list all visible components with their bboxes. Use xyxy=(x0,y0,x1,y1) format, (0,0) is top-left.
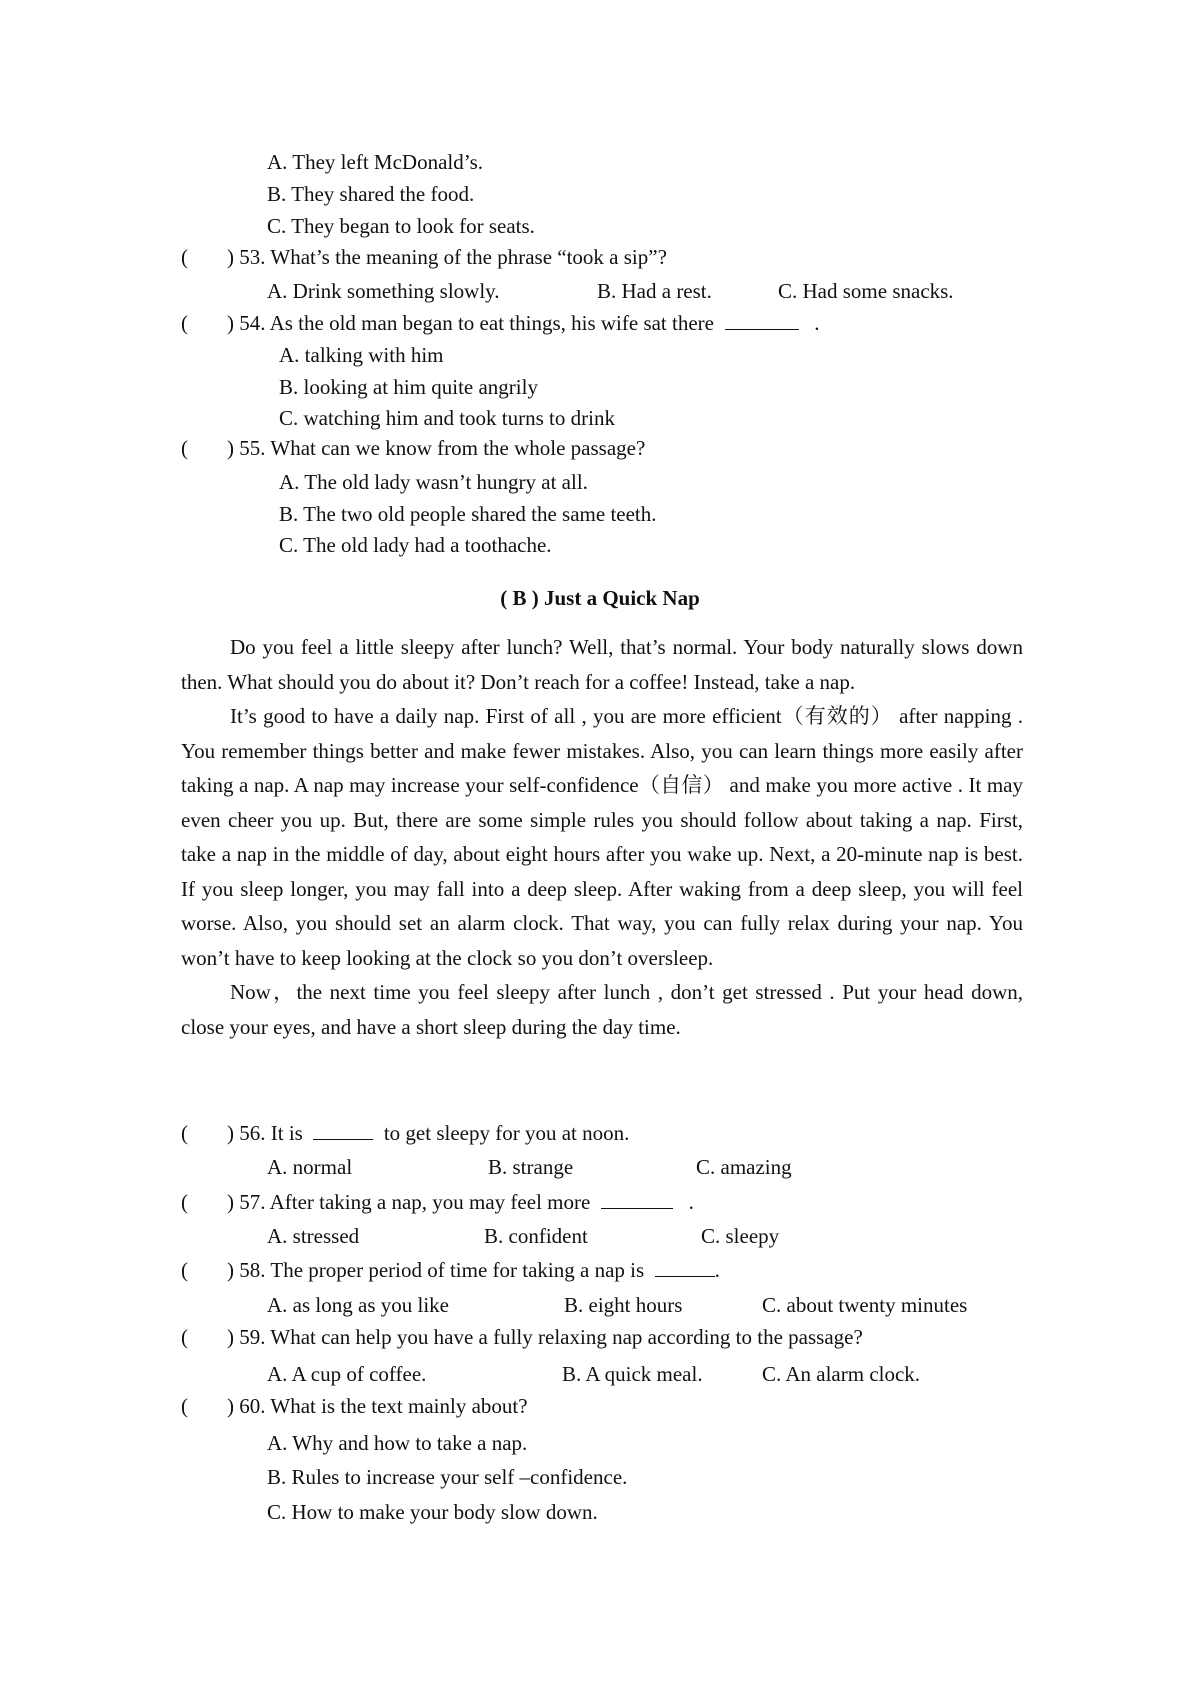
q56-option-c: C. amazing xyxy=(696,1155,792,1179)
q58-option-c: C. about twenty minutes xyxy=(762,1293,968,1317)
answer-paren-close: ) xyxy=(227,1325,234,1349)
answer-paren-close: ) xyxy=(227,245,234,269)
q54-option-b: B. looking at him quite angrily xyxy=(279,375,538,399)
q55-stem: 55. What can we know from the whole passage? xyxy=(239,436,646,460)
q56-stem-line xyxy=(181,1121,629,1144)
q53-option-c: C. Had some snacks. xyxy=(778,279,954,303)
q56-stem-end: to get sleepy for you at noon. xyxy=(383,1121,630,1145)
q57-option-b: B. confident xyxy=(484,1224,588,1248)
q60-option-a: A. Why and how to take a nap. xyxy=(267,1431,528,1455)
passage xyxy=(181,630,1023,1044)
q58-option-a: A. as long as you like xyxy=(267,1293,449,1317)
q55-option-c: C. The old lady had a toothache. xyxy=(279,533,552,557)
q57-stem: 57. After taking a nap, you may feel more xyxy=(239,1190,591,1214)
q52-option-c: C. They began to look for seats. xyxy=(267,214,535,238)
answer-blank xyxy=(655,1258,715,1277)
q52-option-a: A. They left McDonald’s. xyxy=(267,150,483,174)
answer-paren-open: ( xyxy=(181,245,188,269)
q60-option-b: B. Rules to increase your self –confidence. xyxy=(267,1465,628,1489)
q59-option-b: B. A quick meal. xyxy=(562,1362,703,1386)
q59-stem-line xyxy=(181,1327,863,1348)
q60-stem: 60. What is the text mainly about? xyxy=(239,1394,528,1418)
q59-option-c: C. An alarm clock. xyxy=(762,1362,921,1386)
q53-stem: 53. What’s the meaning of the phrase “took a sip”? xyxy=(239,245,667,269)
q55-option-a: A. The old lady wasn’t hungry at all. xyxy=(279,470,588,494)
answer-paren-close: ) xyxy=(227,436,234,460)
answer-paren-close: ) xyxy=(227,311,234,335)
q54-option-a: A. talking with him xyxy=(279,343,444,367)
q52-option-b: B. They shared the food. xyxy=(267,182,475,206)
q59-option-a: A. A cup of coffee. xyxy=(267,1362,427,1386)
passage-paragraph: Do you feel a little sleepy after lunch? Well, that’s normal. Your body naturally slows down then. What should you do about it? Don’t reach for a coffee! Instead, take a nap. xyxy=(181,635,1023,694)
q58-stem-line xyxy=(181,1258,720,1281)
q53-option-b: B. Had a rest. xyxy=(597,279,712,303)
q54-stem-line xyxy=(181,311,820,334)
q54-tail: . xyxy=(814,311,820,335)
q55-stem-line xyxy=(181,438,645,459)
q55-option-b: B. The two old people shared the same teeth. xyxy=(279,502,657,526)
q60-stem-line xyxy=(181,1396,528,1417)
q54-stem: 54. As the old man began to eat things, his wife sat there xyxy=(239,311,714,335)
answer-paren-close: ) xyxy=(227,1258,234,1282)
q57-option-a: A. stressed xyxy=(267,1224,360,1248)
q58-tail: . xyxy=(714,1258,720,1282)
q57-stem-line xyxy=(181,1190,694,1213)
q53-stem-line xyxy=(181,247,667,268)
q57-option-c: C. sleepy xyxy=(701,1224,780,1248)
answer-paren-open: ( xyxy=(181,311,188,335)
answer-paren-open: ( xyxy=(181,1394,188,1418)
q53-option-a: A. Drink something slowly. xyxy=(267,279,500,303)
section-title: ( B ) Just a Quick Nap xyxy=(500,586,700,610)
q54-option-c: C. watching him and took turns to drink xyxy=(279,406,615,430)
passage-paragraph: It’s good to have a daily nap. First of all , you are more efficient（有效的） after napping . You remember things better and make fewer mistakes. Also, you can learn things more easily after taking a nap. A nap may increase your self-confidence（自信） and make you more active . It may even cheer you up. But, there are some simple rules you should follow about taking a nap. First, take a nap in the middle of day, about eight hours after you wake up. Next, a 20-minute nap is best. If you sleep longer, you may fall into a deep sleep. After waking from a deep sleep, you will feel worse. Also, you should set an alarm clock. That way, you can fully relax during your nap. You won’t have to keep looking at the clock so you don’t oversleep. xyxy=(181,704,1023,970)
q58-option-b: B. eight hours xyxy=(564,1293,683,1317)
q59-stem: 59. What can help you have a fully relaxing nap according to the passage? xyxy=(239,1325,863,1349)
q60-option-c: C. How to make your body slow down. xyxy=(267,1500,598,1524)
q56-stem: 56. It is xyxy=(239,1121,303,1145)
q58-stem: 58. The proper period of time for taking a nap is xyxy=(239,1258,645,1282)
answer-paren-open: ( xyxy=(181,436,188,460)
answer-blank xyxy=(725,311,799,330)
answer-paren-open: ( xyxy=(181,1190,188,1214)
answer-blank xyxy=(313,1121,373,1140)
answer-paren-open: ( xyxy=(181,1121,188,1145)
answer-blank xyxy=(601,1190,673,1209)
answer-paren-close: ) xyxy=(227,1190,234,1214)
q56-option-b: B. strange xyxy=(488,1155,574,1179)
passage-paragraph: Now，the next time you feel sleepy after lunch , don’t get stressed . Put your head down, close your eyes, and have a short sleep during the day time. xyxy=(181,980,1023,1039)
answer-paren-close: ) xyxy=(227,1394,234,1418)
q57-tail: . xyxy=(688,1190,694,1214)
answer-paren-open: ( xyxy=(181,1258,188,1282)
answer-paren-open: ( xyxy=(181,1325,188,1349)
q56-option-a: A. normal xyxy=(267,1155,353,1179)
answer-paren-close: ) xyxy=(227,1121,234,1145)
